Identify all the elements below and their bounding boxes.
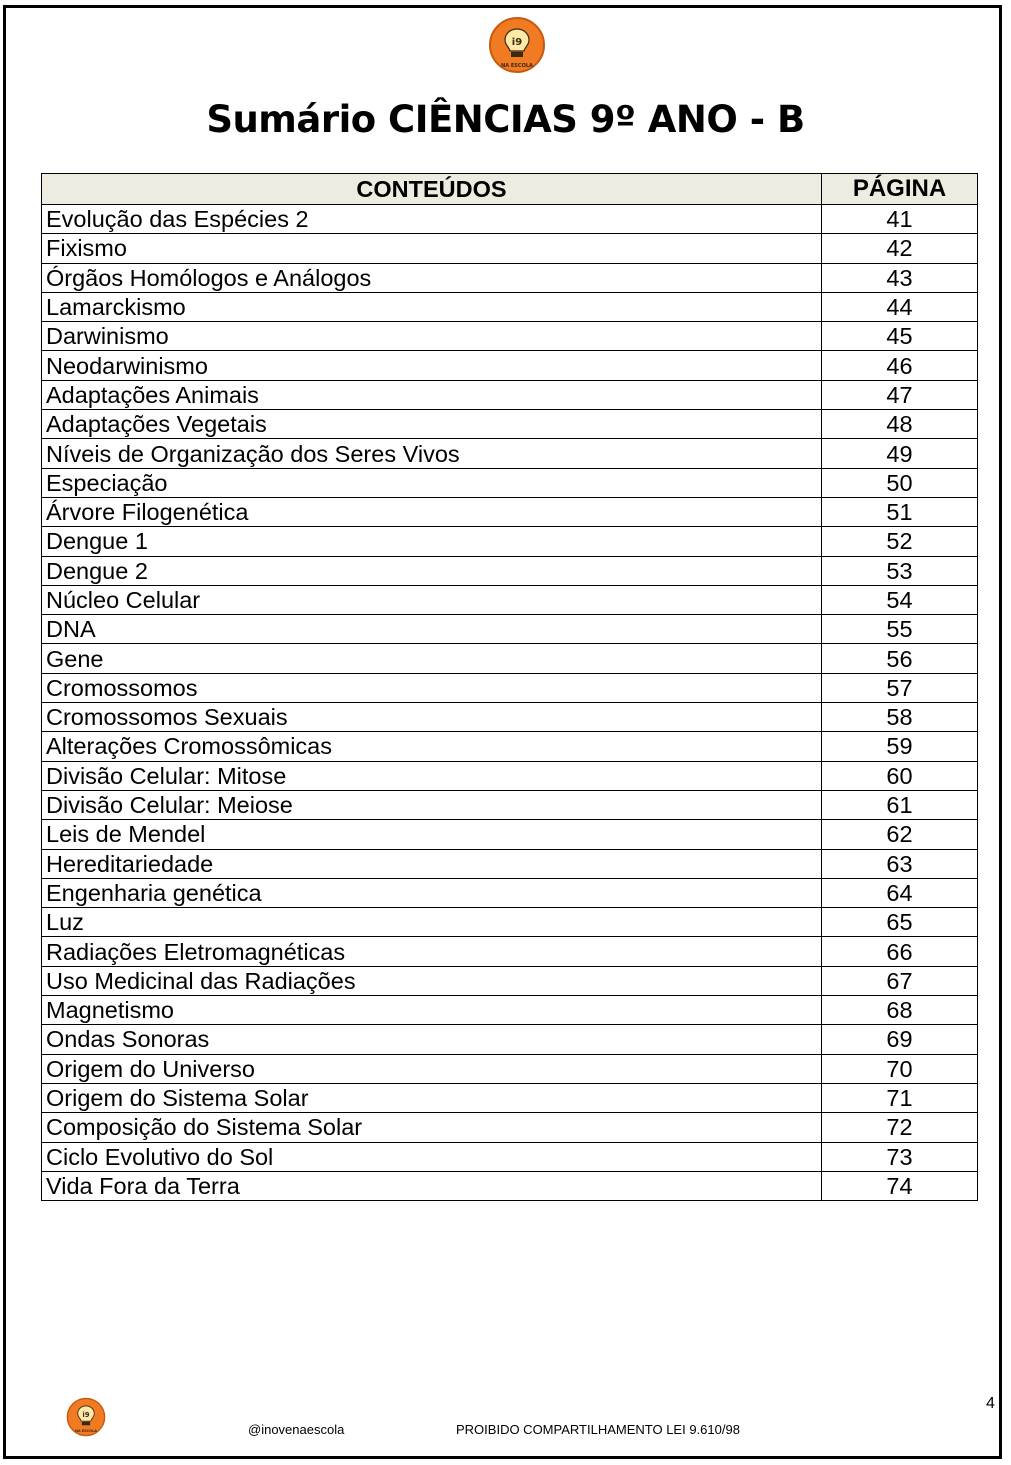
row-content: Evolução das Espécies 2: [42, 205, 822, 234]
table-row: [42, 439, 978, 468]
table-row: [42, 703, 978, 732]
logo-bottom: [66, 1397, 106, 1437]
table-row: [42, 1054, 978, 1083]
row-page: 45: [822, 322, 978, 351]
table-row: [42, 615, 978, 644]
row-content: Composição do Sistema Solar: [42, 1113, 822, 1142]
row-page: 54: [822, 585, 978, 614]
row-content: Fixismo: [42, 234, 822, 263]
page-number: 4: [986, 1395, 995, 1412]
table-row: [42, 263, 978, 292]
logo-top-text: i9: [511, 37, 523, 48]
row-page: 61: [822, 790, 978, 819]
row-page: 49: [822, 439, 978, 468]
row-page: 50: [822, 468, 978, 497]
row-page: 57: [822, 673, 978, 702]
row-page: 60: [822, 761, 978, 790]
table-row: [42, 644, 978, 673]
row-content: Leis de Mendel: [42, 820, 822, 849]
row-page: 55: [822, 615, 978, 644]
row-content: Órgãos Homólogos e Análogos: [42, 263, 822, 292]
table-row: [42, 410, 978, 439]
row-page: 62: [822, 820, 978, 849]
table-row: [42, 322, 978, 351]
row-page: 46: [822, 351, 978, 380]
row-page: 64: [822, 878, 978, 907]
toc-body: [42, 205, 978, 1201]
table-row: [42, 497, 978, 526]
row-page: 70: [822, 1054, 978, 1083]
row-page: 51: [822, 497, 978, 526]
table-row: [42, 234, 978, 263]
table-row: [42, 1113, 978, 1142]
row-content: Cromossomos Sexuais: [42, 703, 822, 732]
row-content: Cromossomos: [42, 673, 822, 702]
row-content: Especiação: [42, 468, 822, 497]
row-page: 71: [822, 1083, 978, 1112]
row-page: 52: [822, 527, 978, 556]
table-row: [42, 937, 978, 966]
row-content: Uso Medicinal das Radiações: [42, 966, 822, 995]
table-row: [42, 1171, 978, 1200]
row-page: 41: [822, 205, 978, 234]
row-content: Vida Fora da Terra: [42, 1171, 822, 1200]
table-row: [42, 878, 978, 907]
row-content: Lamarckismo: [42, 292, 822, 321]
row-page: 67: [822, 966, 978, 995]
row-page: 47: [822, 380, 978, 409]
logo-bottom-ring-text: NA ESCOLA: [75, 1429, 97, 1434]
row-content: Luz: [42, 908, 822, 937]
table-row: [42, 761, 978, 790]
row-content: Radiações Eletromagnéticas: [42, 937, 822, 966]
row-page: 42: [822, 234, 978, 263]
logo-bottom-text: i9: [82, 1411, 90, 1419]
row-page: 72: [822, 1113, 978, 1142]
row-content: Neodarwinismo: [42, 351, 822, 380]
row-content: Dengue 1: [42, 527, 822, 556]
row-content: Ciclo Evolutivo do Sol: [42, 1142, 822, 1171]
table-row: [42, 820, 978, 849]
table-row: [42, 849, 978, 878]
row-content: Engenharia genética: [42, 878, 822, 907]
table-row: [42, 205, 978, 234]
footer-legal: PROIBIDO COMPARTILHAMENTO LEI 9.610/98: [456, 1422, 740, 1437]
row-content: Adaptações Vegetais: [42, 410, 822, 439]
table-row: [42, 673, 978, 702]
header-content: CONTEÚDOS: [42, 174, 822, 205]
row-content: Divisão Celular: Mitose: [42, 761, 822, 790]
row-page: 48: [822, 410, 978, 439]
row-content: Núcleo Celular: [42, 585, 822, 614]
row-page: 63: [822, 849, 978, 878]
row-content: Origem do Universo: [42, 1054, 822, 1083]
row-content: Darwinismo: [42, 322, 822, 351]
row-page: 53: [822, 556, 978, 585]
row-page: 43: [822, 263, 978, 292]
row-page: 68: [822, 996, 978, 1025]
logo-top-ring-text: NA ESCOLA: [501, 63, 533, 69]
logo-top: [488, 16, 546, 74]
table-row: [42, 996, 978, 1025]
table-row: [42, 790, 978, 819]
table-row: [42, 1083, 978, 1112]
row-page: 74: [822, 1171, 978, 1200]
table-row: [42, 527, 978, 556]
table-row: [42, 966, 978, 995]
row-content: Árvore Filogenética: [42, 497, 822, 526]
row-page: 66: [822, 937, 978, 966]
row-page: 59: [822, 732, 978, 761]
table-row: [42, 468, 978, 497]
row-content: DNA: [42, 615, 822, 644]
table-row: [42, 908, 978, 937]
row-content: Ondas Sonoras: [42, 1025, 822, 1054]
row-page: 44: [822, 292, 978, 321]
row-content: Divisão Celular: Meiose: [42, 790, 822, 819]
footer-handle: @inovenaescola: [248, 1422, 345, 1437]
row-content: Dengue 2: [42, 556, 822, 585]
table-row: [42, 1142, 978, 1171]
table-row: [42, 380, 978, 409]
row-page: 56: [822, 644, 978, 673]
table-row: [42, 292, 978, 321]
row-content: Gene: [42, 644, 822, 673]
toc-header-row: [42, 174, 978, 205]
row-page: 65: [822, 908, 978, 937]
table-row: [42, 351, 978, 380]
row-content: Adaptações Animais: [42, 380, 822, 409]
header-page: PÁGINA: [822, 174, 978, 205]
row-content: Hereditariedade: [42, 849, 822, 878]
table-row: [42, 1025, 978, 1054]
row-content: Magnetismo: [42, 996, 822, 1025]
row-content: Origem do Sistema Solar: [42, 1083, 822, 1112]
table-row: [42, 732, 978, 761]
row-page: 73: [822, 1142, 978, 1171]
row-content: Alterações Cromossômicas: [42, 732, 822, 761]
row-content: Níveis de Organização dos Seres Vivos: [42, 439, 822, 468]
row-page: 58: [822, 703, 978, 732]
page-title: Sumário CIÊNCIAS 9º ANO - B: [206, 98, 805, 141]
row-page: 69: [822, 1025, 978, 1054]
toc-table: [41, 173, 978, 1201]
table-row: [42, 556, 978, 585]
table-row: [42, 585, 978, 614]
